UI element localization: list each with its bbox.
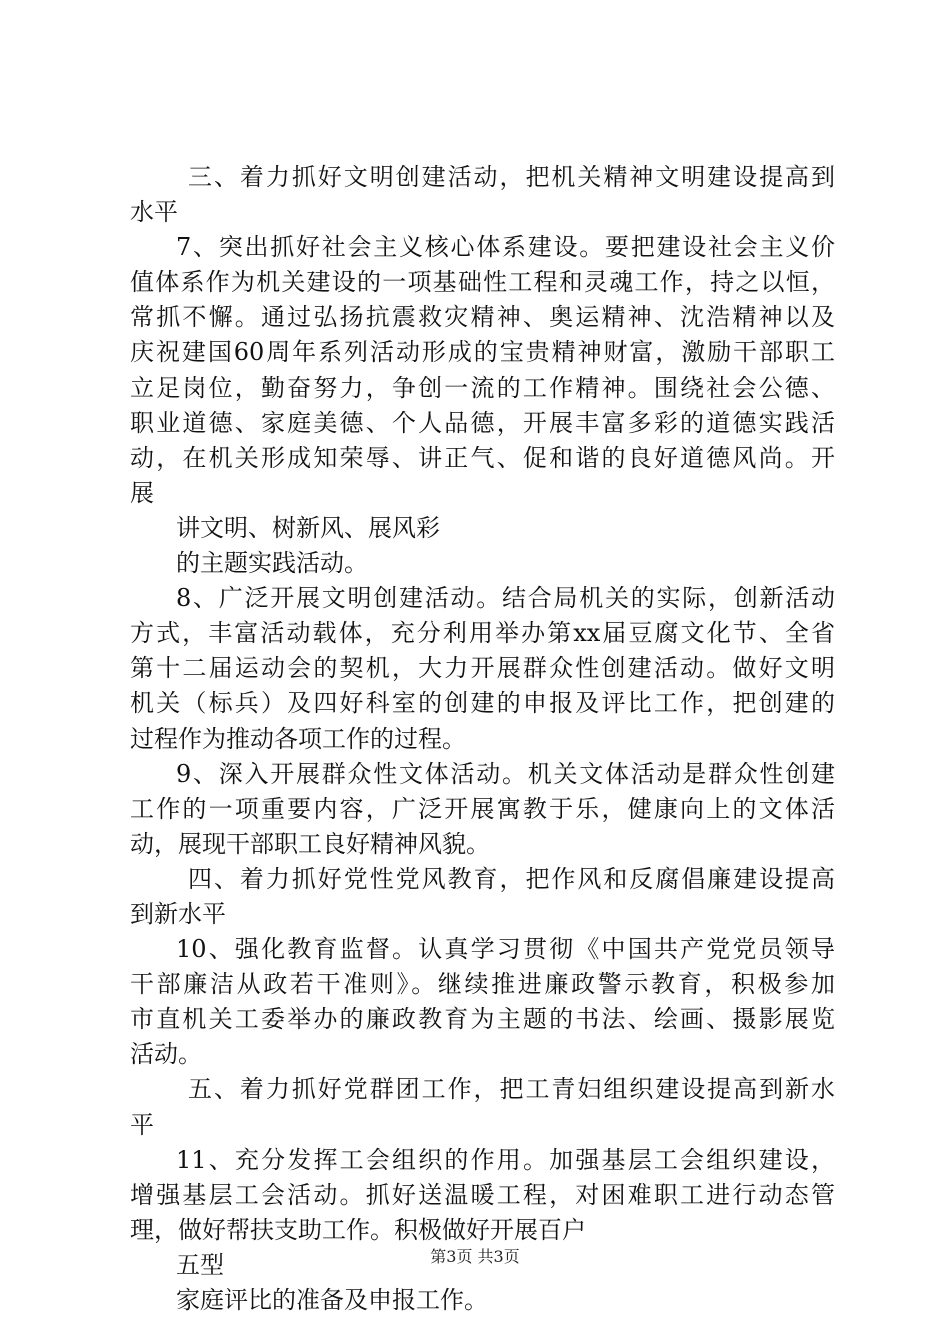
paragraph-8-line: 第十二届运动会的契机，大力开展群众性创建活动。做好文明 bbox=[130, 654, 835, 683]
paragraph-9-line: 工作的一项重要内容，广泛开展寓教于乐，健康向上的文体活 bbox=[130, 794, 835, 823]
paragraph-7-line: 值体系作为机关建设的一项基础性工程和灵魂工作，持之以恒， bbox=[130, 268, 835, 297]
paragraph-11-line: 增强基层工会活动。抓好送温暖工程，对困难职工进行动态管 bbox=[130, 1180, 835, 1209]
page-number-footer: 第3页 共3页 bbox=[430, 1247, 520, 1266]
paragraph-9-line: 动，展现干部职工良好精神风貌。 bbox=[130, 829, 490, 858]
paragraph-7-line: 7、突出抓好社会主义核心体系建设。要把建设社会主义价 bbox=[176, 233, 835, 262]
paragraph-11-line: 五型 bbox=[176, 1250, 224, 1279]
paragraph-8-line: 机关（标兵）及四好科室的创建的申报及评比工作，把创建的 bbox=[130, 689, 835, 718]
paragraph-11-line: 家庭评比的准备及申报工作。 bbox=[176, 1286, 488, 1314]
paragraph-7-line: 的主题实践活动。 bbox=[176, 549, 368, 578]
section-heading-4-cont: 到新水平 bbox=[130, 899, 226, 928]
paragraph-11-line: 11、充分发挥工会组织的作用。加强基层工会组织建设， bbox=[176, 1145, 835, 1174]
paragraph-10-line: 干部廉洁从政若干准则》。继续推进廉政警示教育，积极参加 bbox=[130, 970, 835, 999]
section-heading-4: 四、着力抓好党性党风教育，把作风和反腐倡廉建设提高 bbox=[188, 864, 835, 893]
paragraph-10-line: 10、强化教育监督。认真学习贯彻《中国共产党党员领导 bbox=[176, 935, 835, 964]
paragraph-7-line: 立足岗位，勤奋努力，争创一流的工作精神。围绕社会公德、 bbox=[130, 373, 835, 402]
paragraph-7-line: 常抓不懈。通过弘扬抗震救灾精神、奥运精神、沈浩精神以及 bbox=[130, 303, 835, 332]
paragraph-10-line: 活动。 bbox=[130, 1040, 202, 1069]
section-heading-5-cont: 平 bbox=[130, 1110, 154, 1139]
paragraph-10-line: 市直机关工委举办的廉政教育为主题的书法、绘画、摄影展览 bbox=[130, 1005, 835, 1034]
paragraph-7-line: 讲文明、树新风、展风彩 bbox=[176, 513, 440, 542]
section-heading-3: 三、着力抓好文明创建活动，把机关精神文明建设提高到 bbox=[188, 163, 835, 191]
paragraph-7-line: 庆祝建国60周年系列活动形成的宝贵精神财富，激励干部职工 bbox=[130, 338, 835, 367]
paragraph-8-line: 8、广泛开展文明创建活动。结合局机关的实际，创新活动 bbox=[176, 584, 835, 613]
section-heading-5: 五、着力抓好党群团工作，把工青妇组织建设提高到新水 bbox=[188, 1075, 835, 1104]
section-heading-3-cont: 水平 bbox=[130, 198, 178, 227]
paragraph-11-line: 理，做好帮扶支助工作。积极做好开展百户 bbox=[130, 1215, 586, 1244]
document-body bbox=[130, 160, 835, 1318]
paragraph-8-line: 过程作为推动各项工作的过程。 bbox=[130, 724, 466, 753]
paragraph-9-line: 9、深入开展群众性文体活动。机关文体活动是群众性创建 bbox=[176, 759, 835, 788]
paragraph-7-line: 职业道德、家庭美德、个人品德，开展丰富多彩的道德实践活 bbox=[130, 408, 835, 437]
paragraph-8-line: 方式，丰富活动载体，充分利用举办第xx届豆腐文化节、全省 bbox=[130, 619, 835, 648]
paragraph-7-line: 展 bbox=[130, 478, 154, 507]
paragraph-7-line: 动，在机关形成知荣辱、讲正气、促和谐的良好道德风尚。开 bbox=[130, 443, 835, 472]
